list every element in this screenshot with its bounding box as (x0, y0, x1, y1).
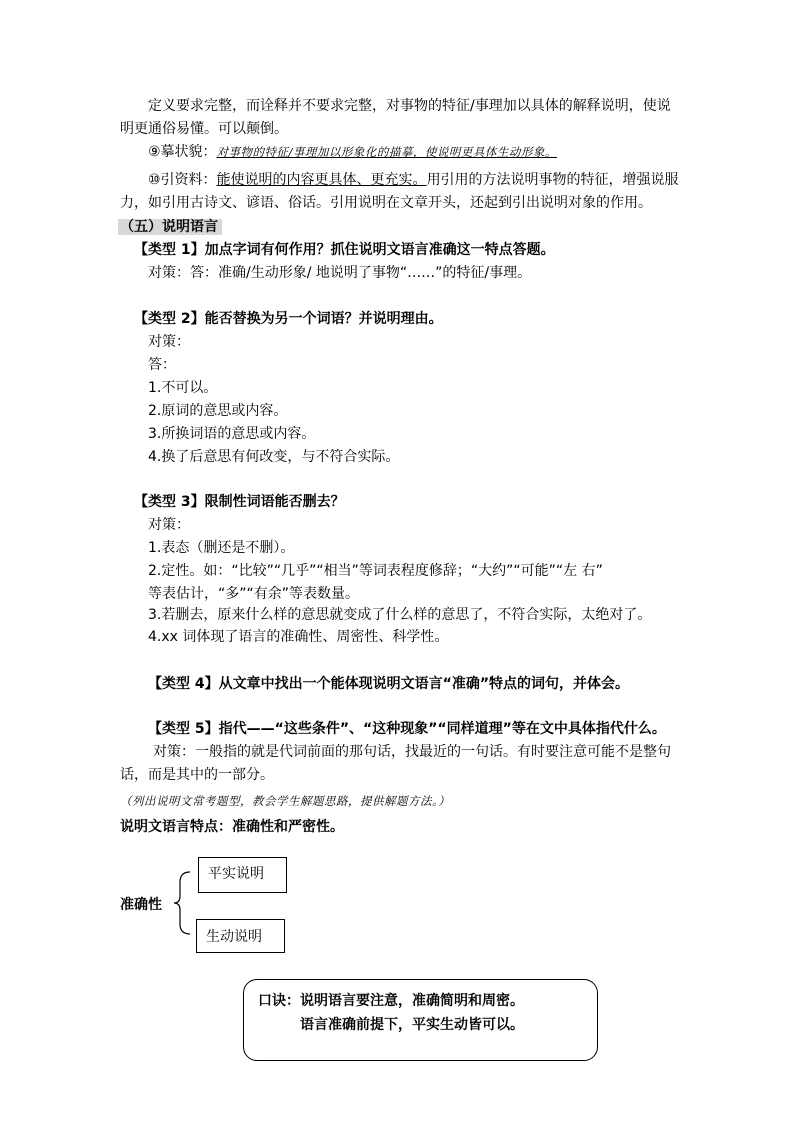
type2-label: 对策： (148, 334, 190, 350)
type3-step3: 3.若删去，原来什么样的意思就变成了什么样的意思了，不符合实际，太绝对了。 (148, 607, 652, 623)
type2-step: 2.原词的意思或内容。 (148, 403, 288, 419)
brace-icon (172, 870, 196, 936)
type2-answer-label: 答： (148, 357, 176, 373)
type2-step: 1.不可以。 (148, 380, 218, 396)
type2-title: 【类型 2】能否替换为另一个词语？并说明理由。 (134, 311, 443, 327)
branch-label-vivid: 生动说明 (206, 929, 262, 945)
mnemonic-line2: 语言准确前提下，平实生动皆可以。 (300, 1017, 524, 1033)
definition-paragraph-line1: 定义要求完整，而诠释并不要求完整，对事物的特征/事理加以具体的解释说明，使说 (148, 98, 671, 114)
item-10-text: 用引用的方法说明事物的特征，增强说服 (426, 172, 679, 188)
item-9-description: 对事物的特征/事理加以形象化的描摹，使说明更具体生动形象。 (216, 145, 557, 159)
type2-step: 3.所换词语的意思或内容。 (148, 426, 316, 442)
item-9-label: ⑨摹状貌： (148, 144, 217, 160)
item-10 (148, 171, 679, 189)
language-features-title: 说明文语言特点：准确性和严密性。 (120, 819, 344, 835)
item-10-label: ⑩引资料： (148, 172, 217, 188)
type1-answer: 对策：答：准确/生动形象/ 地说明了事物“……”的特征/事理。 (148, 265, 532, 281)
type3-title: 【类型 3】限制性词语能否删去？ (134, 494, 345, 510)
type3-step2-line1: 2.定性。如：“比较”“几乎”“相当”等词表程度修辞；“大约”“可能”“左 右” (148, 563, 603, 579)
type3-label: 对策： (148, 517, 190, 533)
type3-step1: 1.表态（删还是不删）。 (148, 540, 295, 556)
type3-step4: 4.xx 词体现了语言的准确性、周密性、科学性。 (148, 629, 449, 645)
type1-title: 【类型 1】加点字词有何作用？抓住说明文语言准确这一特点答题。 (134, 242, 555, 258)
type5-answer-line1: 对策：一般指的就是代词前面的那句话，找最近的一句话。有时要注意可能不是整句 (153, 744, 671, 760)
type5-title: 【类型 5】指代——“这些条件”、“这种现象”“同样道理”等在文中具体指代什么。 (148, 721, 666, 737)
section-title (118, 218, 222, 236)
item-9 (148, 143, 557, 161)
mnemonic-line1: 口诀：说明语言要注意，准确简明和周密。 (258, 993, 524, 1009)
type2-step: 4.换了后意思有何改变，与不符合实际。 (148, 449, 400, 465)
type4-title: 【类型 4】从文章中找出一个能体现说明文语言“准确”特点的词句，并体会。 (148, 676, 630, 692)
branch-box-vivid (196, 919, 285, 953)
section-title-text: （五）说明语言 (118, 219, 222, 235)
diagram-root-label: 准确性 (120, 897, 162, 913)
mnemonic-box (243, 979, 598, 1061)
type3-step2-line2: 等表估计，“多”“有余”等表数量。 (148, 586, 360, 602)
branch-box-plain (198, 857, 287, 893)
branch-label-plain: 平实说明 (208, 866, 264, 882)
item-10-underlined-text: 能使说明的内容更具体、更充实。 (216, 172, 427, 188)
definition-paragraph-line2: 明更通俗易懂。可以颠倒。 (120, 121, 288, 137)
type5-answer-line2: 话，而是其中的一部分。 (120, 767, 274, 783)
teaching-note: （列出说明文常考题型，教会学生解题思路，提供解题方法。） (120, 794, 451, 808)
item-10-line2: 力，如引用古诗文、谚语、俗话。引用说明在文章开头，还起到引出说明对象的作用。 (120, 195, 652, 211)
